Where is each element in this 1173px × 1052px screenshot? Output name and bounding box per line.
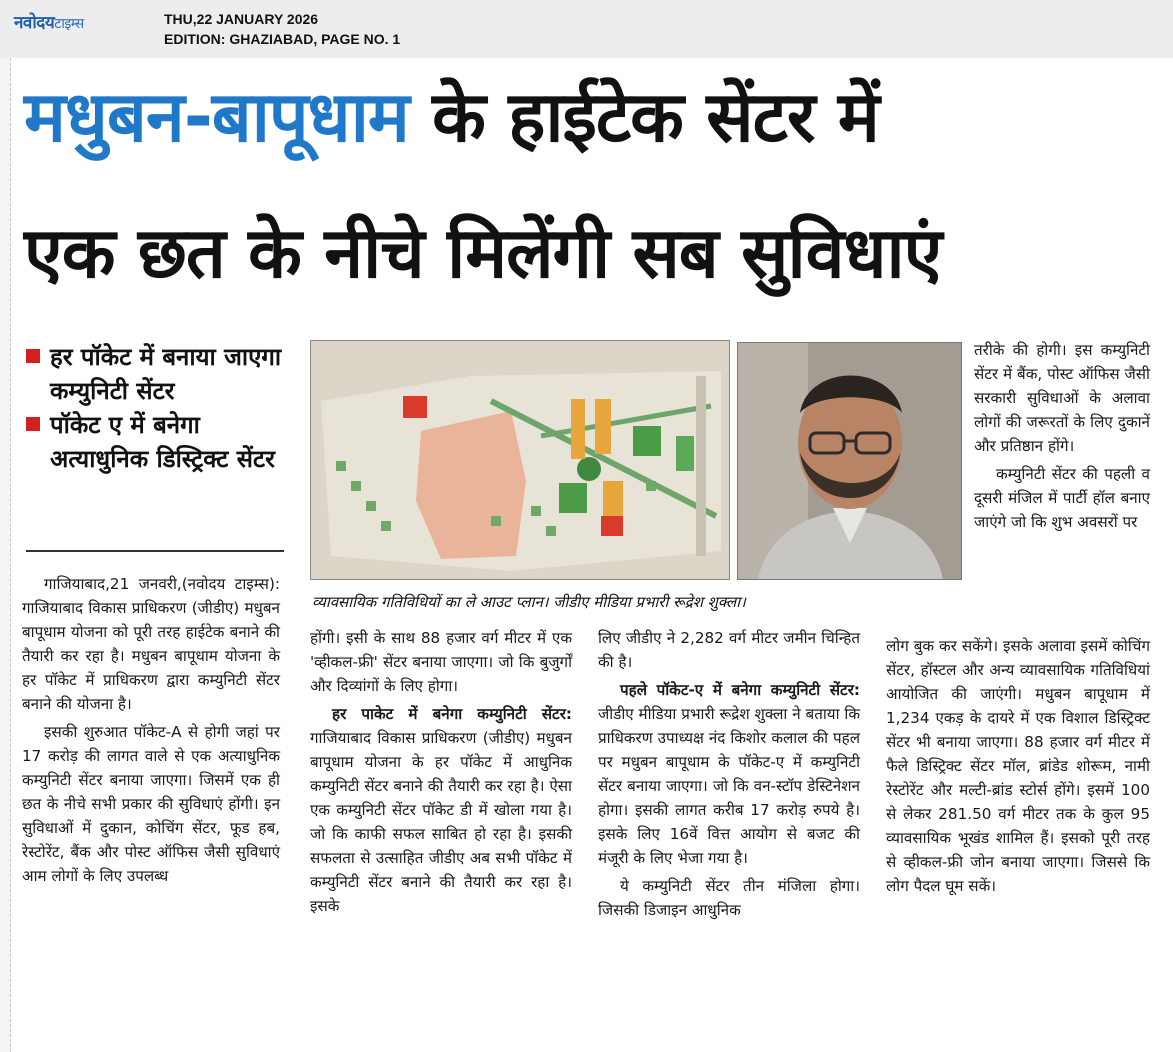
paragraph: होंगी। इसी के साथ 88 हजार वर्ग मीटर में एक 'व्हीकल-फ्री' सेंटर बनाया जाएगा। जो कि बुजुर्गों और दिव्यांगों के लिए होगा। [310, 629, 572, 695]
red-square-bullet-icon [26, 349, 40, 363]
paragraph: पहले पॉकेट-ए में बनेगा कम्युनिटी सेंटर: जीडीए मीडिया प्रभारी रूद्रेश शुक्ला ने बताया कि प्राधिकरण उपाध्यक्ष नंद किशोर कलाल की पहल पर मधुबन बापूधाम के पॉकेट-ए में कम्युनिटी सेंटर बनाया जाएगा। जो कि वन-स्टॉप डेस्टिनेशन होगा। इसकी लागत करीब 17 करोड़ रुपये है। इसके लिए 16वें वित्त आयोग से बजट की मंजूरी के लिए भेजा गया है। [598, 681, 860, 867]
article-column-2 [310, 626, 572, 922]
edition-info [164, 9, 400, 49]
paragraph: लिए जीडीए ने 2,282 वर्ग मीटर जमीन चिन्हित की है। [598, 629, 860, 671]
headline-highlight: मधुबन-बापूधाम [24, 76, 409, 158]
headline-rest: के हाईटेक सेंटर में [432, 76, 879, 158]
image-caption: व्यावसायिक गतिविधियों का ले आउट प्लान। जीडीए मीडिया प्रभारी रूद्रेश शुक्ला। [312, 593, 746, 611]
highlight-item: हर पॉकेट में बनाया जाएगा कम्युनिटी सेंटर [26, 340, 284, 408]
subheading: हर पाकेट में बनेगा कम्युनिटी सेंटर: [332, 705, 572, 723]
paragraph: तरीके की होगी। इस कम्युनिटी सेंटर में बैंक, पोस्ट ऑफिस जैसी सरकारी सुविधाओं के अलावा लोगों की जरूरतों के लिए दुकानें और प्रतिष्ठान होंगे। [974, 341, 1150, 455]
article-column-4 [974, 338, 1150, 538]
headline-line-1 [24, 72, 879, 162]
paragraph: इसकी शुरुआत पॉकेट-A से होगी जहां पर 17 करोड़ की लागत वाले से एक अत्याधुनिक कम्युनिटी सेंटर बनाया जाएगा। जिसमें एक ही छत के नीचे सभी प्रकार की सुविधाएं होंगी। इन सुविधाओं में दुकान, कोचिंग सेंटर, फूड हब, रेस्टोरेंट, बैंक और पोस्ट ऑफिस जैसी सुविधाएं आम लोगों के लिए उपलब्ध [22, 723, 280, 885]
issue-date: THU,22 JANUARY 2026 [164, 11, 319, 27]
headline-line-2: एक छत के नीचे मिलेंगी सब सुविधाएं [24, 212, 942, 294]
highlights-box [26, 340, 284, 476]
subheading: पहले पॉकेट-ए में बनेगा कम्युनिटी सेंटर: [620, 681, 860, 699]
portrait-photo [737, 342, 962, 580]
newspaper-logo: नवोदयटाइम्स [14, 13, 84, 33]
article-column-1 [22, 572, 280, 892]
article-column-3 [598, 626, 860, 926]
paragraph: लोग बुक कर सकेंगे। इसके अलावा इसमें कोचिंग सेंटर, हॉस्टल और अन्य व्यावसायिक गतिविधियां आयोजित की जाएंगी। मधुबन बापूधाम में 1,234 एकड़ के दायरे में एक विशाल डिस्ट्रिक्ट सेंटर भी बनाया जाएगा। 88 हजार वर्ग मीटर में फैले डिस्ट्रिक्ट सेंटर मॉल, ब्रांडेड शोरूम, नामी रेस्टोरेंट और मल्टी-ब्रांड स्टोर्स होंगे। इसमें 100 से लेकर 281.50 वर्ग मीटर तक के कुल 95 व्यावसायिक भूखंड शामिल हैं। इसको पूरी तरह से व्हीकल-फ्री जोन बनाया जाएगा। जिससे कि लोग पैदल घूम सकें। [886, 637, 1150, 895]
divider [26, 550, 284, 552]
paragraph: ये कम्युनिटी सेंटर तीन मंजिला होगा। जिसकी डिजाइन आधुनिक [598, 877, 860, 919]
layout-plan-image [310, 340, 730, 580]
paragraph: हर पाकेट में बनेगा कम्युनिटी सेंटर: गाजियाबाद विकास प्राधिकरण (जीडीए) मधुबन बापूधाम योजना के हर पॉकेट में आधुनिक कम्युनिटी सेंटर बनाने की तैयारी कर रहा है। ऐसा एक कम्युनिटी सेंटर पॉकेट डी में खोला गया है। जो कि काफी सफल साबित हो रहा है। इसकी सफलता से उत्साहित जीडीए अब सभी पॉकेट में कम्युनिटी सेंटर बनाने की तैयारी कर रहा है। इसके [310, 705, 572, 915]
article-column-4-continued [886, 634, 1150, 902]
highlight-item: पॉकेट ए में बनेगा अत्याधुनिक डिस्ट्रिक्ट सेंटर [26, 408, 284, 476]
edition-line: EDITION: GHAZIABAD, PAGE NO. 1 [164, 31, 401, 47]
paragraph: कम्युनिटी सेंटर की पहली व दूसरी मंजिल में पार्टी हॉल बनाए जाएंगे जो कि शुभ अवसरों पर [974, 465, 1150, 531]
paragraph: गाजियाबाद,21 जनवरी,(नवोदय टाइम्स): गाजियाबाद विकास प्राधिकरण (जीडीए) मधुबन बापूधाम योजना को पूरी तरह हाईटेक बनाने की तैयारी कर रहा है। मधुबन बापूधाम योजना के हर पॉकेट में प्राधिकरण द्वारा कम्युनिटी सेंटर बनाने की योजना है। [22, 575, 280, 713]
top-bar [0, 0, 1173, 58]
page-edge [0, 58, 11, 1052]
red-square-bullet-icon [26, 417, 40, 431]
